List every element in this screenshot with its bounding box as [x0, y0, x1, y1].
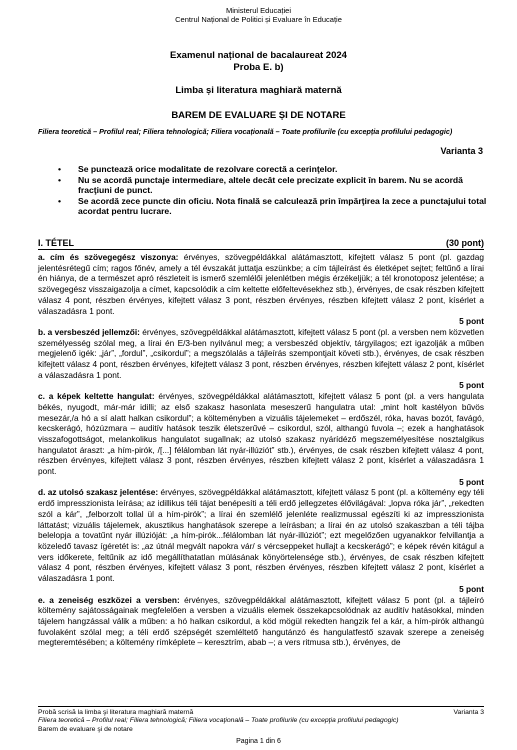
section-points: (30 pont): [446, 238, 484, 248]
page-number: Pagina 1 din 6: [236, 738, 281, 745]
rule-item: • Nu se acordă punctaje intermediare, altele decât cele precizate explicit în barem. Nu se acordă fracţiuni de punct.: [58, 175, 488, 196]
item-a-text: érvényes, szövegpéldákkal alátámasztott, kifejtett válasz 5 pont (pl. gazdag jelentésrétegű cím; ragos főnév, amely a tél évszakát juttatja eszünkbe; a cím tájleírást és életképet sejtet; feltűnő a lírai én hiánya, de a természet apró részleteit is ismerő szemlélői jelenlétben mégis érzékeljük; a tél kronotoposz jelentése; a szövegegész visszaigazolja a címet, kapcsolódik a cím keltette előfeltevésekhez stb.), érvényes, de csak részben kifejtett válasz 4 pont, részben érvényes, kifejtett válasz 3 pont, részben érvényes, részben kifejtett válasz 2 pont, kísérlet a válaszadásra 1 pont.: [38, 252, 485, 316]
section-heading: [38, 238, 484, 250]
item-c: [38, 391, 484, 477]
item-b-points: 5 pont: [459, 380, 484, 391]
item-a: [38, 252, 484, 316]
barem-body: [38, 252, 484, 648]
item-e: [38, 595, 484, 649]
footer-line-3: Barem de evaluare şi de notare: [38, 725, 133, 733]
center-name: Centrul Național de Politici și Evaluare în Educație: [175, 15, 342, 24]
item-d-text: érvényes, szövegpéldákkal alátámasztott, kifejtett válasz 5 pont (pl. a költemény egy téli erdő impresszionista leírása; az idillikus téli tájat benépesíti a téli erdő jellegzetes élővilágával: „lopva róka jár”, „rekedten szól a kár”, „felborzolt tollal ül a hím-pirók”; a lírai én szemlélő jelenléte realizmussal egészíti ki az impresszionista láttatást; vizuális tájelemek, akusztikus hanghatások szerepe a leírásban; a lírai én az utolsó szakaszban a téli tájba belelopja a tovatűnt nyár illúzióját: „a hím-pirók...félálomban lát nyár-illúziót”; ezt megelőzően ugyanakkor felvillantja a közeledő tavasz ígéretét is: „az útnál megvált napokra vár/ s vércseppeket hullajt a kecskerágó”; e képek révén kitágul a vers időkerete, feltűnik az idő megállíthatatlan múlásának könyörtelensége stb.), érvényes, de csak részben kifejtett válasz 4 pont, részben érvényes, kifejtett válasz 3 pont, részben érvényes, részben kifejtett válasz 2 pont, kísérlet a válaszadásra 1 pont.: [38, 487, 485, 584]
item-a-heading: a. cím és szövegegész viszonya:: [38, 252, 179, 262]
item-b: [38, 327, 484, 381]
item-b-heading: b. a versbeszéd jellemzői:: [38, 326, 140, 337]
item-c-text: érvényes, szövegpéldákkal alátámasztott, kifejtett válasz 5 pont (pl. a vers hangulata békés, nyugodt, már-már idilli; az első szakasz hasonlata meseszerű hangulatra utal: „mint holt kastélyon bűvös mesezár,/a hó a sí alatt halkan csikordul”; a költeményben a vizuális tájelemeket – erdőszél, róka, havas bozót, favágó, kecskerágó, hózúzmara – auditív hatások teszik életszerűvé – csikordul, szól, althangú fuvola –; ezek a hanghatások visszafogottságot, melankolikus hangulatot sugallnak; az utolsó szakasz nyárídéző megszemélyesítése nosztalgikus hangulatot áraszt: „a hím-pirók, /[...] félálomban lát nyár-illúziót” stb.), érvényes, de csak részben kifejtett válasz 4 pont, részben érvényes, kifejtett válasz 3 pont, részben érvényes, részben kifejtett válasz 2 pont, kísérlet a válaszadásra 1 pont.: [38, 391, 484, 477]
item-a-points: 5 pont: [459, 316, 484, 327]
exam-title-block: [0, 50, 517, 74]
footer-line-2: Filiera teoretică – Profilul real; Filiera tehnologică; Filiera vocaţională – Toate profilurile (cu excepţia profilului pedagogic): [38, 717, 399, 725]
document-header: [0, 6, 517, 24]
item-d-points: 5 pont: [459, 583, 484, 594]
exam-subject: Limba și literatura maghiară maternă: [175, 85, 342, 96]
exam-title: Examenul național de bacalaureat 2024: [170, 50, 347, 61]
footer-varianta: Varianta 3: [453, 709, 484, 716]
ministry-name: Ministerul Educației: [225, 6, 292, 15]
rule-item: • Se acordă zece puncte din oficiu. Nota finală se calculează prin împărţirea la zece a punctajului total acordat pentru lucrare.: [58, 196, 488, 217]
item-e-text: érvényes, szövegpéldákkal alátámasztott, kifejtett válasz 5 pont (pl. a tájleíró költemény sajátosságainak megfelelően a versben a vizuális elemek összekapcsolódnak az auditív hatásokkal, minden tájelem hangzással válik a műben: a hó halkan csikordul, a köd mögül rekedten hangzik fel a kár, a hím-pirók althangú fuvolaként szólal meg; a téli erdő szépségét szemléltető hangutánzó és hangulatfestő szavak szerepe a zeneiség megteremtésében; a költemény rímképlete – keresztrím, abab –; a vers ritmusa stb.), érvényes, de: [38, 594, 484, 648]
item-e-heading: e. a zeneiség eszközei a versben:: [38, 594, 180, 605]
varianta-label: Varianta 3: [440, 146, 483, 156]
item-c-heading: c. a képek keltette hangulat:: [38, 391, 155, 402]
rules-list: [58, 164, 488, 217]
exam-proba: Proba E. b): [233, 62, 284, 73]
item-c-points: 5 pont: [459, 476, 484, 487]
item-b-text: érvényes, szövegpéldákkal alátámasztott, kifejtett válasz 5 pont (pl. a versben nem közvetlen személyesség szólal meg, a lírai én E/3-ben nyilvánul meg; a versbeszéd objektív, tárgyilagos; ezt igazolják a műben megjelenő igék: „jár”, „fordul”, „csikordul”; a megszólalás a tájleírás szempontjait követi stb.), érvényes, de csak részben kifejtett válasz 4 pont, részben érvényes, kifejtett válasz 3 pont, részben érvényes, részben kifejtett válasz 2 pont, kísérlet a válaszadásra 1 pont.: [38, 326, 484, 380]
filiera-text: Filiera teoretică – Profilul real; Filiera tehnologică; Filiera vocațională – Toate profilurile (cu excepția profilului pedagogic): [38, 127, 453, 136]
page-footer: [38, 706, 484, 734]
item-d: [38, 487, 484, 583]
rule-item: • Se punctează orice modalitate de rezolvare corectă a cerinţelor.: [58, 164, 488, 175]
item-d-heading: d. az utolsó szakasz jelentése:: [38, 487, 159, 498]
footer-line-1: Probă scrisă la limba şi literatura maghiară maternă: [38, 709, 194, 716]
barem-title: BAREM DE EVALUARE ȘI DE NOTARE: [171, 110, 346, 121]
section-title: I. TÉTEL: [38, 238, 74, 248]
